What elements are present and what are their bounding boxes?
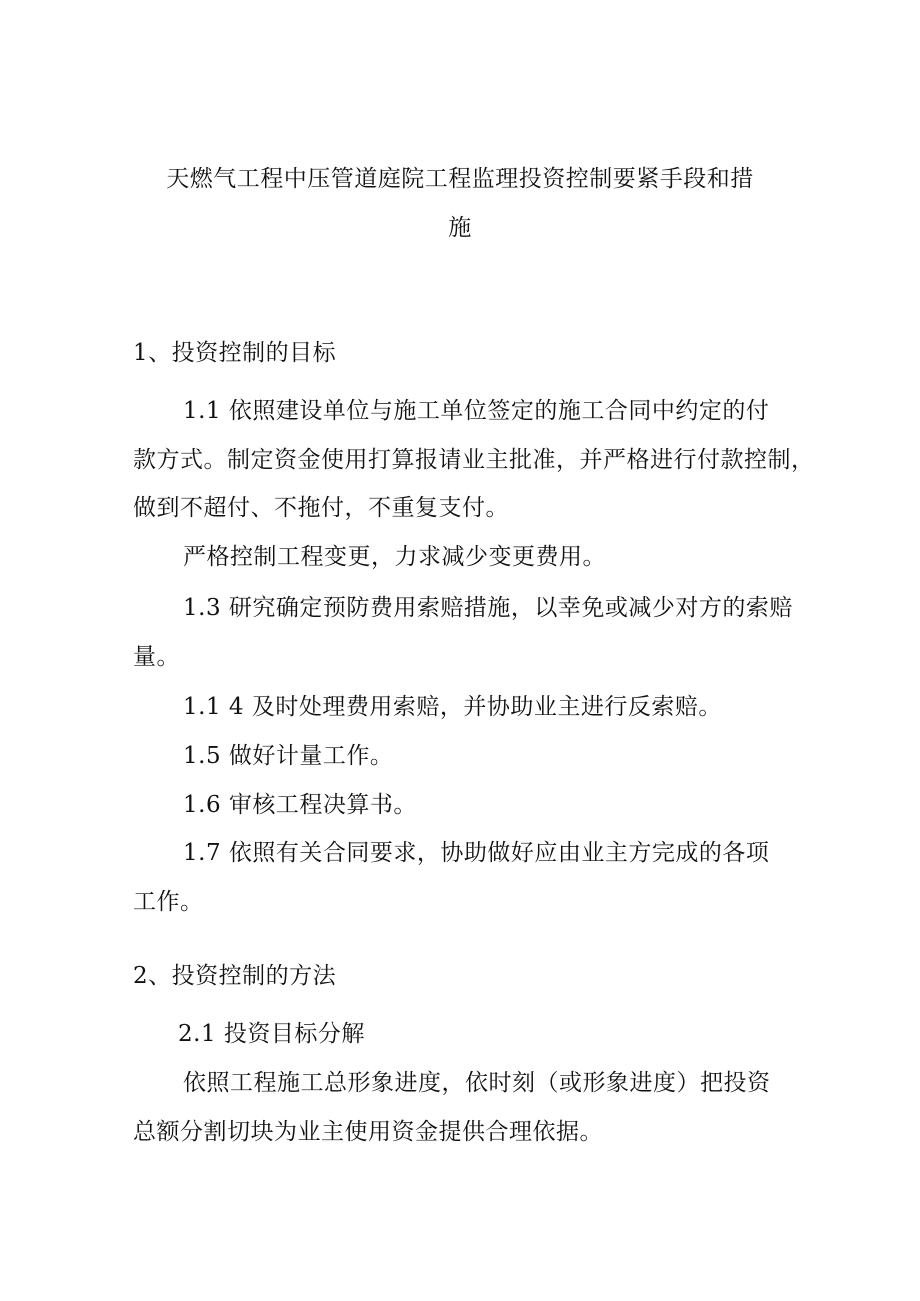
- document-title-line-2: 施: [448, 215, 472, 241]
- paragraph-1-3-line-2: 量。: [133, 644, 180, 670]
- paragraph-1-2: 严格控制工程变更，力求减少变更费用。: [183, 544, 606, 570]
- paragraph-1-1-line-3: 做到不超付、不拖付，不重复支付。: [133, 495, 509, 521]
- paragraph-2-1-line-1: 依照工程施工总形象进度，依时刻（或形象进度）把投资: [183, 1070, 771, 1096]
- section-2-heading: 2、投资控制的方法: [133, 963, 337, 989]
- paragraph-1-4: 1.1 4 及时处理费用索赔，并协助业主进行反索赔。: [183, 694, 722, 720]
- paragraph-1-5: 1.5 做好计量工作。: [183, 743, 394, 769]
- paragraph-1-7-line-2: 工作。: [133, 889, 204, 915]
- paragraph-1-1-line-1: 1.1 依照建设单位与施工单位签定的施工合同中约定的付: [183, 398, 770, 424]
- section-1-heading: 1、投资控制的目标: [133, 340, 337, 366]
- paragraph-1-6: 1.6 审核工程决算书。: [183, 792, 417, 818]
- paragraph-2-1-line-2: 总额分割切块为业主使用资金提供合理依据。: [133, 1119, 603, 1145]
- document-title-line-1: 天燃气工程中压管道庭院工程监理投资控制要紧手段和措: [166, 166, 754, 192]
- paragraph-1-7-line-1: 1.7 依照有关合同要求，协助做好应由业主方完成的各项: [183, 840, 770, 866]
- paragraph-1-3-line-1: 1.3 研究确定预防费用索赔措施，以幸免或减少对方的索赔: [183, 595, 793, 621]
- subsection-2-1-heading: 2.1 投资目标分解: [178, 1021, 365, 1047]
- paragraph-1-1-line-2: 款方式。制定资金使用打算报请业主批准，并严格进行付款控制，: [133, 447, 815, 473]
